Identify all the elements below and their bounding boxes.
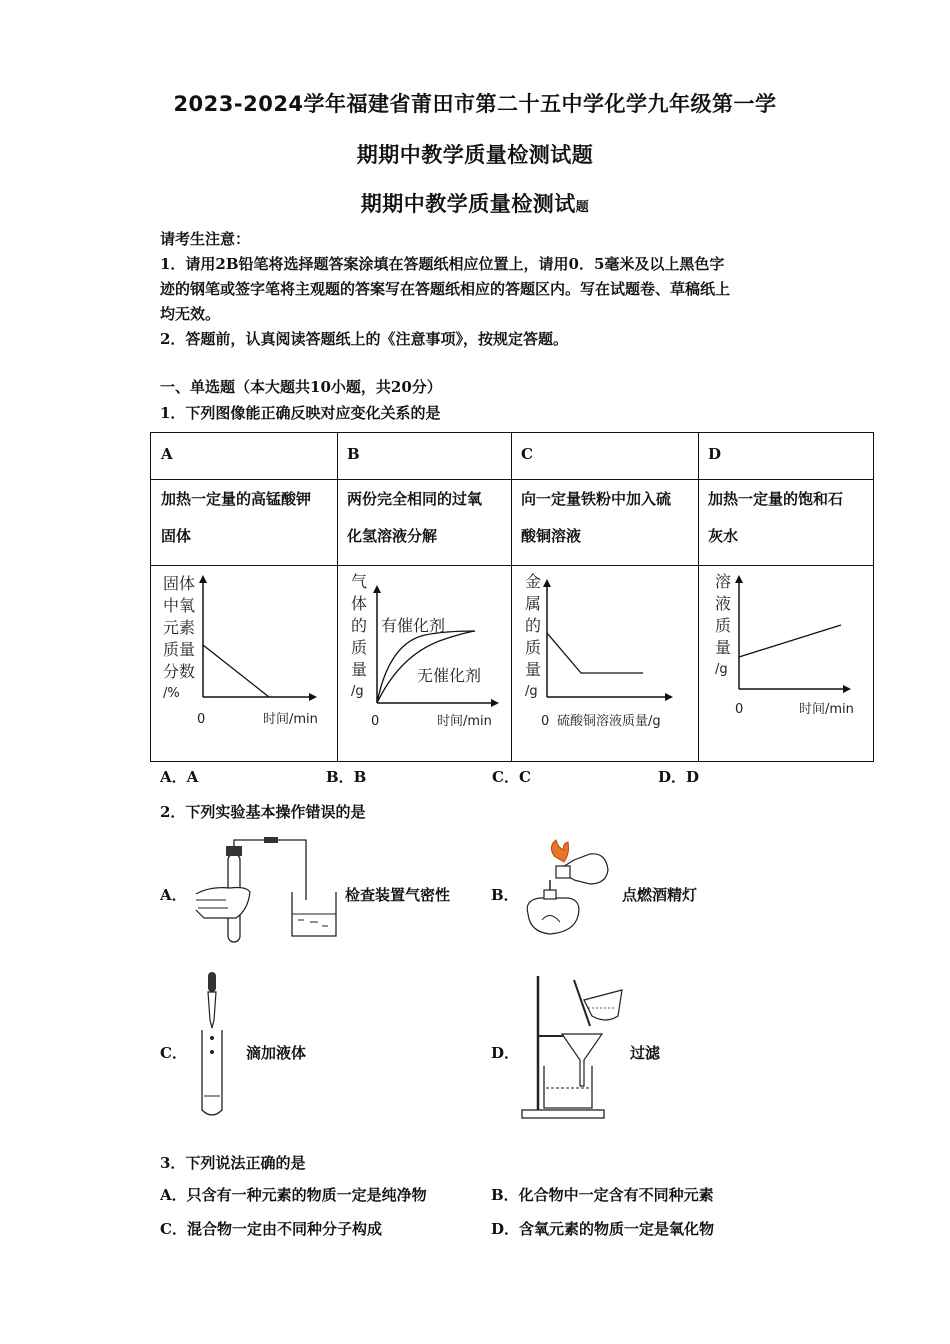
table-col-b-desc-line1: 两份完全相同的过氧 bbox=[347, 490, 483, 508]
q2-stem: 2．下列实验基本操作错误的是 bbox=[160, 803, 366, 821]
filtration-apparatus-icon bbox=[518, 970, 628, 1122]
q3-option-b[interactable]: B．化合物中一定含有不同种元素 bbox=[491, 1186, 714, 1204]
graph-a-yunit: /% bbox=[163, 686, 180, 701]
graph-b-curve1-label: 有催化剂 bbox=[381, 616, 446, 635]
graph-d-yunit: /g bbox=[715, 662, 728, 677]
graph-b-x-arrow bbox=[491, 699, 499, 707]
table-col-a-desc bbox=[161, 481, 311, 555]
q3-option-d[interactable]: D．含氧元素的物质一定是氧化物 bbox=[491, 1220, 715, 1238]
graph-a-ylabel-1: 固体 bbox=[163, 574, 196, 593]
graph-b-y-arrow bbox=[373, 585, 381, 593]
graph-c-xlabel: 硫酸铜溶液质量/g bbox=[557, 714, 661, 729]
graph-d-ylabel-3: 质 bbox=[715, 616, 732, 635]
graph-d-x-arrow bbox=[843, 685, 851, 693]
q3-option-c[interactable]: C．混合物一定由不同种分子构成 bbox=[160, 1220, 382, 1238]
notice-heading: 请考生注意： bbox=[160, 230, 251, 248]
graph-a-plot bbox=[191, 573, 321, 713]
graph-c-line bbox=[547, 633, 643, 673]
q1-answer-a[interactable]: A．A bbox=[160, 768, 199, 786]
table-col-d-desc-line2: 灰水 bbox=[708, 527, 739, 545]
q1-stem: 1．下列图像能正确反映对应变化关系的是 bbox=[160, 404, 441, 422]
notice-item1-line2: 迹的钢笔或签字笔将主观题的答案写在答题纸相应的答题区内。写在试题卷、草稿纸上 bbox=[160, 280, 731, 298]
table-col-a-desc-line2: 固体 bbox=[161, 527, 192, 545]
table-col-c-desc-line2: 酸铜溶液 bbox=[521, 527, 582, 545]
graph-a-ylabel-3: 元素 bbox=[163, 618, 196, 637]
graph-c-ylabel-3: 的 bbox=[525, 616, 542, 635]
graph-c-y-arrow bbox=[543, 579, 551, 587]
table-col-c-desc bbox=[521, 481, 671, 555]
q2-option-c-letter[interactable]: C． bbox=[160, 1044, 187, 1062]
graph-d-ylabel-1: 溶 bbox=[715, 572, 732, 591]
section-heading: 一、单选题（本大题共10小题，共20分） bbox=[160, 378, 442, 396]
title-line-1: 2023-2024学年福建省莆田市第二十五中学化学九年级第一学 bbox=[173, 92, 777, 116]
q1-answer-b[interactable]: B．B bbox=[326, 768, 367, 786]
graph-b-ylabel-4: 质 bbox=[351, 638, 368, 657]
graph-d-y-arrow bbox=[735, 575, 743, 583]
table-col-c-letter: C bbox=[521, 445, 533, 463]
graph-a-origin: 0 bbox=[197, 712, 206, 727]
q2-option-b-letter[interactable]: B． bbox=[491, 886, 519, 904]
table-col-a-desc-line1: 加热一定量的高锰酸钾 bbox=[161, 490, 312, 508]
graph-a-ylabel-4: 质量 bbox=[163, 640, 196, 659]
graph-d-xlabel: 时间/min bbox=[799, 702, 854, 717]
graph-b-ylabel-1: 气 bbox=[351, 572, 368, 591]
graph-c-ylabel-2: 属 bbox=[525, 594, 542, 613]
graph-b-curve2-label: 无催化剂 bbox=[417, 666, 482, 685]
graph-a-line bbox=[203, 645, 269, 697]
graph-b-ylabel-2: 体 bbox=[351, 594, 368, 613]
notice-item2: 2．答题前，认真阅读答题纸上的《注意事项》，按规定答题。 bbox=[160, 330, 568, 348]
graph-b-yunit: /g bbox=[351, 684, 364, 699]
q2-option-a-letter[interactable]: A． bbox=[160, 886, 187, 904]
title-line-2: 期期中教学质量检测试题 bbox=[356, 143, 594, 167]
q2-option-a-text: 检查装置气密性 bbox=[345, 886, 451, 904]
title-line-3-small: 题 bbox=[575, 200, 590, 215]
graph-c-origin: 0 bbox=[541, 714, 550, 729]
q2-option-d-text: 过滤 bbox=[630, 1044, 661, 1062]
graph-d-line bbox=[739, 625, 841, 657]
graph-a-ylabel-5: 分数 bbox=[163, 662, 196, 681]
graph-b-ylabel-3: 的 bbox=[351, 616, 368, 635]
q2-option-d-letter[interactable]: D． bbox=[491, 1044, 520, 1062]
notice-item1-line1: 1．请用2B铅笔将选择题答案涂填在答题纸相应位置上，请用0．5毫米及以上黑色字 bbox=[160, 255, 725, 273]
table-col-d-letter: D bbox=[708, 445, 722, 463]
graph-a-ylabel-2: 中氧 bbox=[163, 596, 196, 615]
gas-tightness-apparatus-icon bbox=[190, 830, 340, 946]
q3-option-a[interactable]: A．只含有一种元素的物质一定是纯净物 bbox=[160, 1186, 427, 1204]
table-col-b-desc-line2: 化氢溶液分解 bbox=[347, 527, 438, 545]
q2-option-b-text: 点燃酒精灯 bbox=[622, 886, 698, 904]
graph-b-ylabel-5: 量 bbox=[351, 660, 368, 679]
graph-d-ylabel-2: 液 bbox=[715, 594, 732, 613]
title-line-3-main: 期期中教学质量检测试 bbox=[360, 192, 576, 216]
graph-d-origin: 0 bbox=[735, 702, 744, 717]
table-col-d-desc-line1: 加热一定量的饱和石 bbox=[708, 490, 844, 508]
table-col-a-letter: A bbox=[161, 445, 173, 463]
dropper-test-tube-icon bbox=[196, 970, 236, 1120]
title-line-3 bbox=[0, 188, 950, 218]
q1-answer-d[interactable]: D．D bbox=[658, 768, 700, 786]
graph-c-ylabel-4: 质 bbox=[525, 638, 542, 657]
table-col-d-desc bbox=[708, 481, 843, 555]
graph-d-ylabel-4: 量 bbox=[715, 638, 732, 657]
q1-table bbox=[150, 432, 874, 762]
graph-a-xlabel: 时间/min bbox=[263, 712, 318, 727]
q1-answer-c[interactable]: C．C bbox=[492, 768, 531, 786]
q2-option-c-text: 滴加液体 bbox=[246, 1044, 307, 1062]
graph-b-plot bbox=[365, 583, 505, 723]
table-col-b-letter: B bbox=[347, 445, 360, 463]
q3-stem: 3．下列说法正确的是 bbox=[160, 1154, 306, 1172]
graph-c-ylabel-1: 金 bbox=[525, 572, 542, 591]
graph-a-x-arrow bbox=[309, 693, 317, 701]
graph-c-x-arrow bbox=[665, 693, 673, 701]
notice-item1-line3: 均无效。 bbox=[160, 305, 221, 323]
graph-b-origin: 0 bbox=[371, 714, 380, 729]
graph-c-ylabel-5: 量 bbox=[525, 660, 542, 679]
alcohol-lamp-icon bbox=[520, 840, 620, 946]
table-col-c-desc-line1: 向一定量铁粉中加入硫 bbox=[521, 490, 672, 508]
graph-b-xlabel: 时间/min bbox=[437, 714, 492, 729]
graph-c-yunit: /g bbox=[525, 684, 538, 699]
table-col-b-desc bbox=[347, 481, 482, 555]
graph-c-plot bbox=[535, 577, 685, 711]
graph-a-y-arrow bbox=[199, 575, 207, 583]
graph-d-plot bbox=[727, 573, 867, 699]
